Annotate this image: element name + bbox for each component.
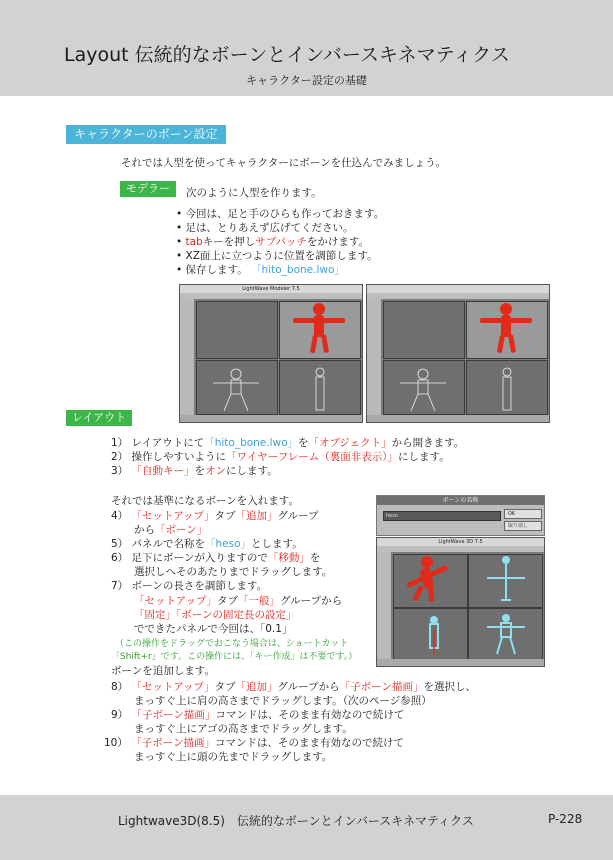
layout-step-4-line2: から「ボーン」 [134, 524, 208, 536]
layout-step-8-line2: まっすぐ上に肩の高さまでドラッグします。（次のページ参照） [134, 695, 432, 707]
layout-step-9: 9） 「子ボーン描画」コマンドは、そのまま有効なので続けて [111, 709, 405, 721]
intro-text: それでは人型を使ってキャラクターにボーンを仕込んでみましょう。 [121, 157, 447, 169]
modeler-bullet-4: • XZ面上に立つように位置を調節します。 [176, 250, 378, 262]
layout-tag: レイアウト [66, 410, 132, 426]
page-footer [0, 795, 613, 860]
modeler-bullet-1: • 今回は、足と手のひらも作っておきます。 [176, 208, 385, 220]
layout-screenshot [376, 537, 545, 667]
ok-button[interactable]: OK [504, 509, 542, 519]
layout-note-1: （この操作をドラッグでおこなう場合は、ショートカット [115, 639, 349, 649]
modeler-screenshot-right [366, 284, 550, 423]
page-title: Layout 伝統的なボーンとインバースキネマティクス [64, 44, 510, 66]
modeler-tag: モデラー [120, 181, 176, 197]
modeler-figures-right [367, 285, 549, 422]
modeler-bullet-5: • 保存します。 「hito_bone.lwo」 [176, 264, 345, 276]
layout-step-6: 6） 足下にボーンが入りますので「移動」を [111, 552, 321, 564]
layout-step-10-line2: まっすぐ上に頭の先までドラッグします。 [134, 751, 333, 763]
layout-step-10: 10） 「子ボーン描画」コマンドは、そのまま有効なので続けて [104, 737, 405, 749]
cancel-button[interactable]: 取り消し [504, 521, 542, 531]
bone-name-dialog [376, 495, 545, 536]
modeler-screenshot-left [179, 284, 363, 423]
layout-screenshot-title: LightWave 3D 7.5 [377, 538, 544, 546]
bone-name-field[interactable]: heso [383, 511, 501, 521]
layout-figures [377, 538, 544, 666]
layout-step-2: 2） 操作しやすいように「ワイヤーフレーム（裏面非表示）」にします。 [111, 451, 450, 463]
layout-step-7-line2: 「セットアップ」タブ「一般」グループから [134, 595, 343, 607]
layout-note-2: 「Shift+r」です。この操作には、「キー作成」は不要です。） [111, 652, 358, 662]
layout-step-6-line2: 選択しへそのあたりまでドラッグします。 [134, 566, 333, 578]
layout-step-5: 5） パネルで名称を「heso」とします。 [111, 538, 303, 550]
layout-step-8: 8） 「セットアップ」タブ「追加」グループから「子ボーン描画」を選択し、 [111, 681, 476, 693]
section-heading-character-bone: キャラクターのボーン設定 [66, 125, 226, 144]
layout-step-7: 7） ボーンの長さを調節します。 [111, 580, 267, 592]
layout-step-7-line3: 「固定」「ボーンの固定長の設定」 [134, 609, 297, 621]
layout-step-9-line2: まっすぐ上にアゴの高さまでドラッグします。 [134, 723, 353, 735]
page-subtitle: キャラクター設定の基礎 [246, 74, 367, 87]
layout-intro2: それでは基準になるボーンを入れます。 [111, 495, 299, 507]
modeler-bullet-3: • tabキーを押しサブパッチをかけます。 [176, 236, 370, 248]
modeler-lead: 次のように人型を作ります。 [186, 187, 322, 199]
layout-step-4: 4） 「セットアップ」タブ「追加」グループ [111, 510, 319, 522]
layout-add-bone: ボーンを追加します。 [111, 665, 215, 677]
layout-step-1: 1） レイアウトにて「hito_bone.lwo」を「オブジェクト」から開きます。 [111, 437, 465, 449]
page-header [0, 0, 613, 96]
page-number: P-228 [548, 812, 583, 826]
layout-step-3: 3） 「自動キー」をオンにします。 [111, 465, 278, 477]
modeler-screenshot-title: LightWave Modeler 7.5 [180, 285, 362, 293]
modeler-figures-left [180, 285, 362, 422]
footer-text: Lightwave3D(8.5) 伝統的なボーンとインバースキネマティクス [118, 814, 474, 828]
layout-step-7-line4: でできたパネルで今回は、「0.1」 [134, 623, 293, 635]
dialog-title: ボーンの名称 [377, 496, 544, 505]
modeler-bullet-2: • 足は、とりあえず広げてください。 [176, 222, 354, 234]
